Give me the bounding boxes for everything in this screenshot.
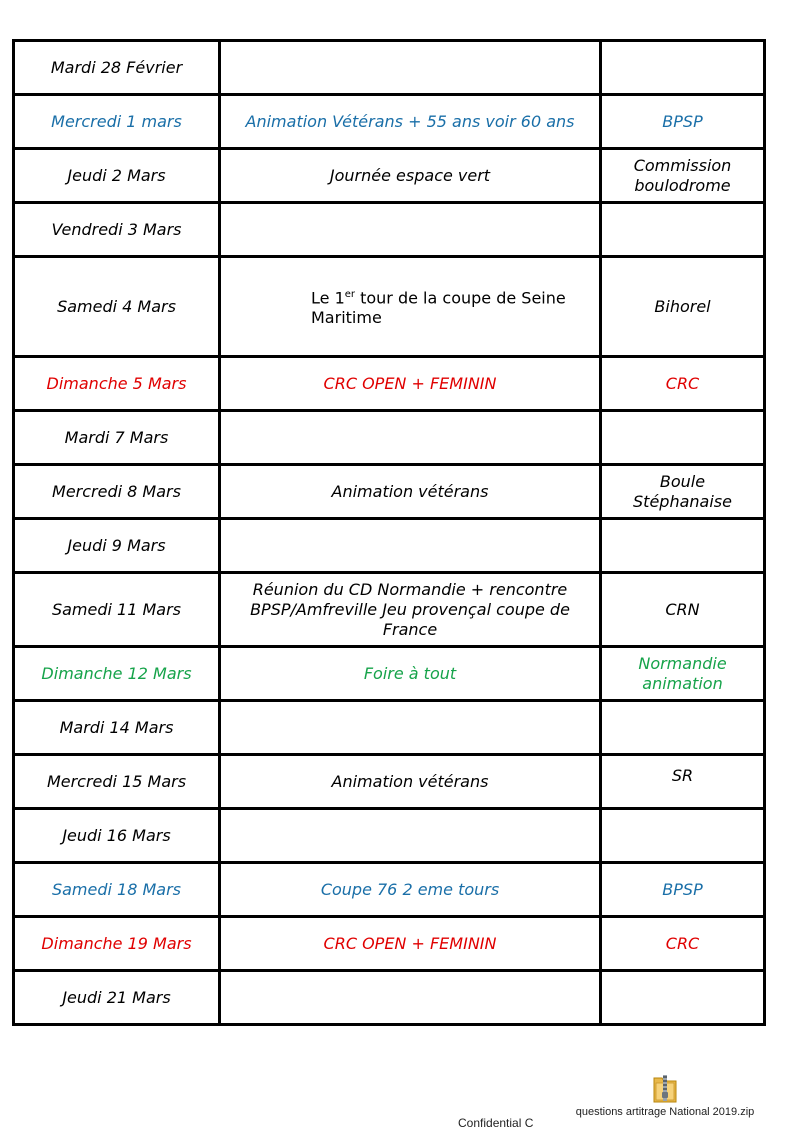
date-cell: Jeudi 2 Mars bbox=[14, 149, 220, 203]
table-row bbox=[14, 971, 765, 1025]
event-cell bbox=[220, 257, 601, 357]
date-cell: Dimanche 19 Mars bbox=[14, 917, 220, 971]
table-row bbox=[14, 465, 765, 519]
table-row bbox=[14, 809, 765, 863]
date-cell: Mardi 14 Mars bbox=[14, 701, 220, 755]
event-cell bbox=[220, 519, 601, 573]
zip-attachment[interactable] bbox=[560, 1072, 770, 1118]
date-cell: Mardi 28 Février bbox=[14, 41, 220, 95]
event-cell bbox=[220, 41, 601, 95]
table-row bbox=[14, 573, 765, 647]
event-cell bbox=[220, 701, 601, 755]
table-row bbox=[14, 411, 765, 465]
event-cell bbox=[220, 203, 601, 257]
event-cell bbox=[220, 809, 601, 863]
table-row bbox=[14, 95, 765, 149]
date-cell: Mercredi 1 mars bbox=[14, 95, 220, 149]
event-cell: CRC OPEN + FEMININ bbox=[220, 917, 601, 971]
organizer-cell: Normandie animation bbox=[601, 647, 765, 701]
date-cell: Samedi 11 Mars bbox=[14, 573, 220, 647]
date-cell: Samedi 4 Mars bbox=[14, 257, 220, 357]
event-cell: Journée espace vert bbox=[220, 149, 601, 203]
organizer-cell: Boule Stéphanaise bbox=[601, 465, 765, 519]
event-cell: Animation vétérans bbox=[220, 755, 601, 809]
organizer-cell bbox=[601, 203, 765, 257]
date-cell: Jeudi 9 Mars bbox=[14, 519, 220, 573]
table-row bbox=[14, 257, 765, 357]
event-cell: Réunion du CD Normandie + rencontre BPSP/Amfreville Jeu provençal coupe de France bbox=[220, 573, 601, 647]
date-cell: Jeudi 16 Mars bbox=[14, 809, 220, 863]
organizer-cell: CRC bbox=[601, 917, 765, 971]
event-cell: Foire à tout bbox=[220, 647, 601, 701]
organizer-cell: BPSP bbox=[601, 863, 765, 917]
event-cell bbox=[220, 411, 601, 465]
zip-filename[interactable]: questions artitrage National 2019.zip bbox=[575, 1106, 755, 1118]
organizer-cell: Commission boulodrome bbox=[601, 149, 765, 203]
table-row bbox=[14, 863, 765, 917]
confidential-label: Confidential C bbox=[458, 1116, 534, 1130]
organizer-cell: BPSP bbox=[601, 95, 765, 149]
table-row bbox=[14, 755, 765, 809]
event-cell bbox=[220, 971, 601, 1025]
organizer-cell bbox=[601, 701, 765, 755]
event-cell: Animation vétérans bbox=[220, 465, 601, 519]
schedule-table bbox=[12, 39, 766, 1026]
organizer-cell bbox=[601, 411, 765, 465]
zip-folder-icon[interactable] bbox=[652, 1072, 678, 1104]
organizer-cell: CRC bbox=[601, 357, 765, 411]
organizer-cell bbox=[601, 971, 765, 1025]
table-row bbox=[14, 149, 765, 203]
table-row bbox=[14, 701, 765, 755]
date-cell: Dimanche 12 Mars bbox=[14, 647, 220, 701]
organizer-cell: Bihorel bbox=[601, 257, 765, 357]
date-cell: Mercredi 15 Mars bbox=[14, 755, 220, 809]
date-cell: Jeudi 21 Mars bbox=[14, 971, 220, 1025]
event-cell: CRC OPEN + FEMININ bbox=[220, 357, 601, 411]
organizer-cell: SR bbox=[601, 755, 765, 809]
event-cell: Animation Vétérans + 55 ans voir 60 ans bbox=[220, 95, 601, 149]
date-cell: Mercredi 8 Mars bbox=[14, 465, 220, 519]
event-text: Le 1 bbox=[311, 288, 345, 308]
table-row bbox=[14, 647, 765, 701]
table-row bbox=[14, 357, 765, 411]
event-cell: Coupe 76 2 eme tours bbox=[220, 863, 601, 917]
table-row bbox=[14, 41, 765, 95]
ordinal-suffix: er bbox=[344, 288, 356, 300]
organizer-cell: CRN bbox=[601, 573, 765, 647]
table-row bbox=[14, 917, 765, 971]
date-cell: Samedi 18 Mars bbox=[14, 863, 220, 917]
date-cell: Dimanche 5 Mars bbox=[14, 357, 220, 411]
organizer-cell bbox=[601, 519, 765, 573]
organizer-cell bbox=[601, 809, 765, 863]
table-row bbox=[14, 203, 765, 257]
organizer-cell bbox=[601, 41, 765, 95]
date-cell: Mardi 7 Mars bbox=[14, 411, 220, 465]
event-text: tour de la coupe de Seine Maritime bbox=[311, 288, 566, 328]
date-cell: Vendredi 3 Mars bbox=[14, 203, 220, 257]
table-row bbox=[14, 519, 765, 573]
